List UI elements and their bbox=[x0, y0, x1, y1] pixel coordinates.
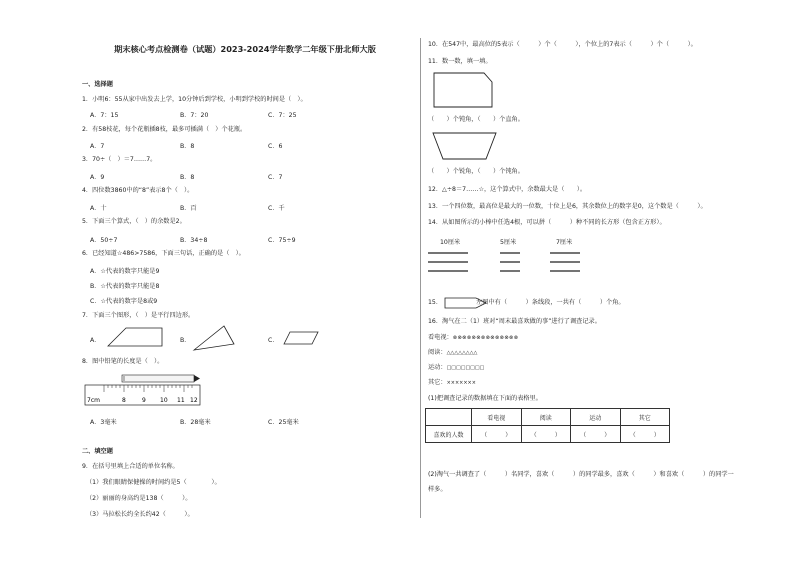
table-header-reading: 阅读 bbox=[521, 409, 571, 426]
ruler-label-11: 11 bbox=[177, 397, 185, 404]
question-16: 16．淘气在二（1）班对“周末最喜欢做的事”进行了调查记录。 bbox=[428, 318, 601, 325]
question-16-part-1: (1)把调查记录的数据填在下面的表格里。 bbox=[428, 395, 542, 402]
q4-option-a: A．十 bbox=[90, 205, 107, 212]
question-1: 1．小明6：55从家中出发去上学，10分钟后到学校，小明到学校的时间是（ ）。 bbox=[82, 96, 307, 103]
q2-option-b: B．8 bbox=[180, 143, 195, 150]
page-title: 期末核心考点检测卷（试题）2023-2024学年数学二年级下册北师大版 bbox=[114, 44, 376, 54]
question-11-figure-2-answer: （ ）个锐角，（ ）个钝角。 bbox=[428, 168, 524, 175]
question-6: 6．已经知道☆486>7586，下面三句话，正确的是（ ）。 bbox=[82, 250, 245, 257]
ruler-label-9: 9 bbox=[142, 397, 146, 404]
survey-table bbox=[425, 408, 670, 443]
survey-table-count-row bbox=[426, 426, 670, 443]
survey-label-reading: 阅读： bbox=[428, 349, 447, 356]
survey-label-sports: 运动： bbox=[428, 364, 447, 371]
survey-marks-reading: △△△△△△△△ bbox=[446, 350, 478, 356]
table-cell-other[interactable]: （ ） bbox=[620, 426, 670, 443]
q5-option-b: B．34÷8 bbox=[180, 237, 208, 244]
q1-option-b: B．7：20 bbox=[180, 112, 209, 119]
q6-option-c: C．☆代表的数字是8或9 bbox=[90, 298, 158, 305]
survey-row-reading bbox=[428, 349, 477, 357]
question-9-part-2: （2）丽丽的身高约是138（ ）。 bbox=[86, 495, 192, 502]
ruler-label-8: 8 bbox=[122, 397, 126, 404]
table-row-label: 喜欢的人数 bbox=[426, 426, 472, 443]
q3-option-a: A．9 bbox=[90, 174, 105, 181]
q8-option-a: A．3毫米 bbox=[90, 419, 117, 426]
stick-label-5cm: 5厘米 bbox=[500, 239, 517, 246]
question-10: 10．在547中，最高位的5表示（ ）个（ ），个位上的7表示（ ）个（ ）。 bbox=[428, 41, 697, 48]
question-8: 8．图中铅笔的长度是（ ）。 bbox=[82, 358, 164, 365]
question-14: 14．从如图所示的小棒中任选4根，可以拼（ ）种不同的长方形（包含正方形）。 bbox=[428, 219, 666, 226]
question-7: 7．下面三个图形，（ ）是平行四边形。 bbox=[82, 312, 195, 319]
q6-option-b: B．☆代表的数字只能是8 bbox=[90, 283, 160, 290]
table-header-blank bbox=[426, 409, 472, 426]
table-cell-tv[interactable]: （ ） bbox=[472, 426, 522, 443]
sticks-figure bbox=[428, 250, 588, 276]
table-header-sports: 运动 bbox=[571, 409, 621, 426]
question-4: 4．四位数3860中的“8”表示8个（ ）。 bbox=[82, 187, 194, 194]
q7-option-c: C． bbox=[268, 337, 279, 344]
question-16-part-2-cont: 样多。 bbox=[428, 486, 447, 493]
q3-option-c: C．7 bbox=[268, 174, 283, 181]
trapezoid-figure bbox=[430, 130, 500, 162]
q4-option-c: C．千 bbox=[268, 205, 285, 212]
column-divider bbox=[420, 38, 421, 518]
triangle-shape-b bbox=[192, 324, 236, 352]
question-3: 3．70÷（ ）＝7……7。 bbox=[82, 156, 157, 163]
pentagon-figure bbox=[430, 70, 496, 110]
q3-option-b: B．8 bbox=[180, 174, 195, 181]
q1-option-c: C．7：25 bbox=[268, 112, 297, 119]
question-9-part-1: （1）我们眼睛保健操的时间约是5（ ）。 bbox=[86, 479, 221, 486]
ruler-with-pencil bbox=[84, 373, 202, 407]
survey-row-other bbox=[428, 379, 476, 387]
question-16-part-2: (2)淘气一共调查了（ ）名同学，喜欢（ ）的同学最多，喜欢（ ）和喜欢（ ）的同学一 bbox=[428, 471, 734, 478]
stick-label-7cm: 7厘米 bbox=[556, 239, 573, 246]
stick-label-10cm: 10厘米 bbox=[440, 239, 461, 246]
q8-option-c: C．25毫米 bbox=[268, 419, 299, 426]
table-cell-sports[interactable]: （ ） bbox=[571, 426, 621, 443]
survey-marks-other: ××××××× bbox=[446, 380, 476, 386]
parallelogram-shape-c bbox=[282, 330, 320, 346]
section-fill-heading: 二、填空题 bbox=[82, 448, 113, 455]
survey-table-header-row bbox=[426, 409, 670, 426]
question-2: 2．有58枝花，每个花瓶插8枝，最多可插满（ ）个花瓶。 bbox=[82, 126, 247, 133]
survey-marks-tv: ⊗⊗⊗⊗⊗⊗⊗⊗⊗⊗⊗⊗⊗⊗ bbox=[452, 335, 519, 341]
survey-row-sports bbox=[428, 364, 484, 372]
survey-marks-sports: □□□□□□□□ bbox=[446, 365, 485, 371]
q7-option-b: B． bbox=[180, 337, 191, 344]
question-13: 13．一个四位数，最高位是最大的一位数，十位上是6，其余数位上的数字是0，这个数是（ ）。 bbox=[428, 203, 707, 210]
left-column bbox=[80, 38, 410, 55]
question-11: 11．数一数，填一填。 bbox=[428, 58, 492, 65]
ruler-label-7cm: 7cm bbox=[87, 397, 100, 404]
table-header-tv: 看电视 bbox=[472, 409, 522, 426]
q1-option-a: A．7：15 bbox=[90, 112, 119, 119]
table-header-other: 其它 bbox=[620, 409, 670, 426]
question-9-part-3: （3）马拉松长约全长约42（ ）。 bbox=[86, 511, 194, 518]
question-12: 12．△÷8＝7……☆，这个算式中，余数最大是（ ）。 bbox=[428, 186, 587, 193]
q6-option-a: A．☆代表的数字只能是9 bbox=[90, 268, 160, 275]
ruler-label-12: 12 bbox=[190, 397, 198, 404]
q5-option-a: A．50÷7 bbox=[90, 237, 118, 244]
question-11-figure-1-answer: （ ）个钝角，（ ）个直角。 bbox=[428, 116, 524, 123]
trapezoid-shape-a bbox=[106, 326, 166, 348]
question-9: 9．在括号里填上合适的单位名称。 bbox=[82, 463, 179, 470]
survey-label-tv: 看电视： bbox=[428, 334, 453, 341]
question-5: 5．下面三个算式，（ ）的余数是2。 bbox=[82, 218, 186, 225]
q8-option-b: B．28毫米 bbox=[180, 419, 211, 426]
section-choice-heading: 一、选择题 bbox=[82, 81, 113, 88]
survey-row-tv bbox=[428, 334, 518, 342]
q5-option-c: C．75÷9 bbox=[268, 237, 296, 244]
q7-option-a: A． bbox=[90, 337, 101, 344]
question-15: 15． 左图中有（ ）条线段，一共有（ ）个角。 bbox=[428, 299, 625, 306]
ruler-label-10: 10 bbox=[160, 397, 168, 404]
pencil-shape-figure bbox=[444, 297, 488, 309]
survey-label-other: 其它： bbox=[428, 379, 447, 386]
q2-option-a: A．7 bbox=[90, 143, 105, 150]
table-cell-reading[interactable]: （ ） bbox=[521, 426, 571, 443]
q2-option-c: C．6 bbox=[268, 143, 283, 150]
q4-option-b: B．百 bbox=[180, 205, 197, 212]
